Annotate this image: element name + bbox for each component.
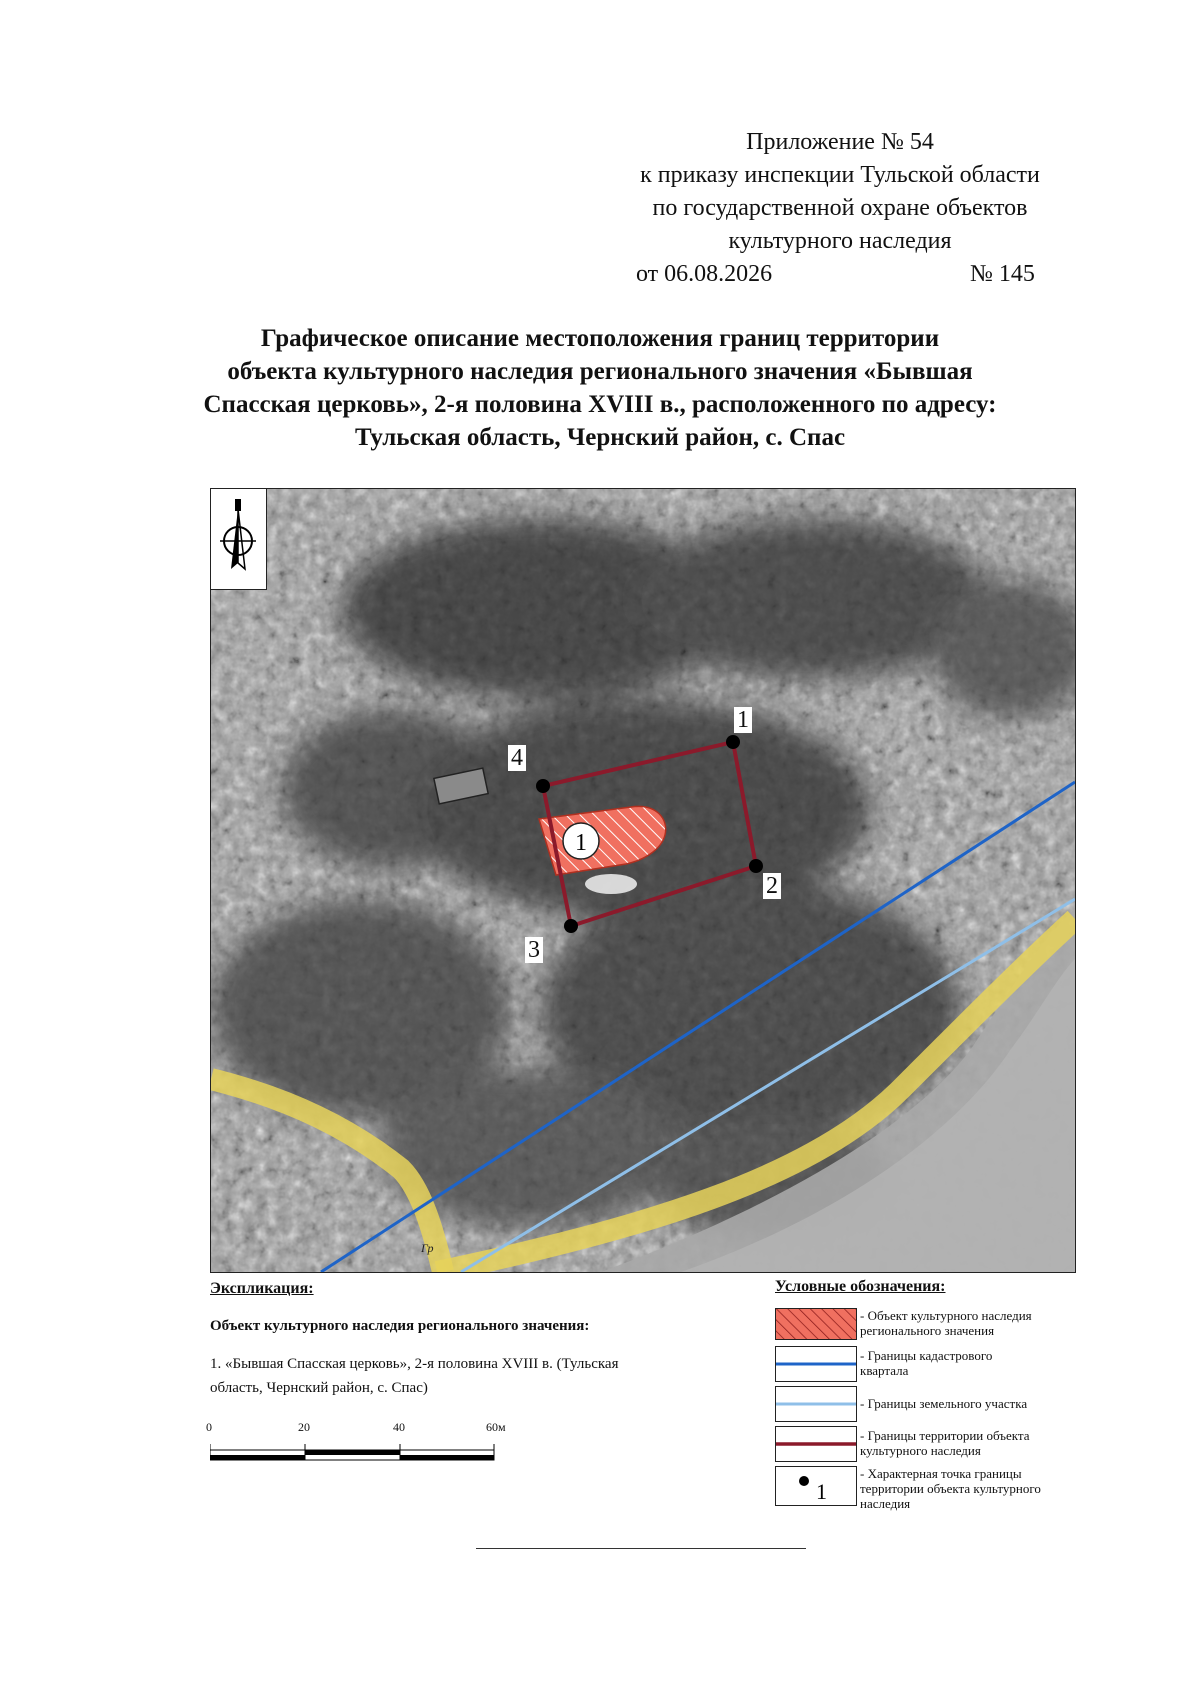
legend-hatch-icon — [776, 1309, 856, 1339]
scale-tick-40: 40 — [393, 1420, 405, 1434]
appendix-line-4: культурного наследия — [728, 228, 952, 254]
explication-subheading: Объект культурного наследия регионального значения: — [210, 1318, 590, 1334]
legend-text-3a: - Границы земельного участка — [860, 1396, 1028, 1411]
legend-text-2a: - Границы кадастрового — [860, 1348, 993, 1363]
legend-text-1b: регионального значения — [860, 1323, 995, 1338]
document-title — [100, 322, 1100, 454]
map-canvas — [211, 489, 1075, 1272]
explication-item — [210, 1352, 730, 1400]
legend-text-4b: культурного наследия — [860, 1443, 981, 1458]
legend-text-4a: - Границы территории объекта — [860, 1428, 1030, 1443]
point-label-2: 2 — [763, 873, 781, 899]
scale-bar-graphic — [210, 1440, 510, 1470]
appendix-line-1: Приложение № 54 — [746, 129, 934, 155]
road-label: Гр — [421, 1241, 434, 1255]
order-date-line — [560, 258, 1120, 291]
legend-text-1a: - Объект культурного наследия — [860, 1308, 1032, 1323]
appendix-header — [560, 126, 1120, 291]
boundary-point-2 — [749, 859, 763, 873]
legend-cadastral-line-icon — [776, 1347, 856, 1381]
appendix-line-3: по государственной охране объектов — [652, 195, 1028, 221]
order-number: № 145 — [970, 261, 1035, 287]
legend-text-5b: территории объекта культурного — [860, 1481, 1041, 1496]
legend-text-5a: - Характерная точка границы — [860, 1466, 1022, 1481]
legend-text-2b: квартала — [860, 1363, 909, 1378]
scale-tick-0: 0 — [206, 1420, 212, 1434]
scale-tick-60: 60м — [486, 1420, 506, 1434]
aerial-map — [210, 488, 1076, 1273]
point-label-3: 3 — [525, 937, 543, 963]
footer-divider — [476, 1548, 806, 1549]
legend-territory-line-icon — [776, 1427, 856, 1461]
order-date: от 06.08.2026 — [636, 261, 773, 287]
boundary-point-1 — [726, 735, 740, 749]
title-line-3: Спасская церковь», 2-я половина XVIII в., расположенного по адресу: — [203, 391, 997, 418]
boundary-point-4 — [536, 779, 550, 793]
legend-heading: Условные обозначения: — [775, 1278, 946, 1295]
scale-tick-20: 20 — [298, 1420, 310, 1434]
north-arrow-panel — [211, 489, 267, 590]
explication-item-line-2: область, Чернский район, с. Спас) — [210, 1380, 428, 1396]
title-line-1: Графическое описание местоположения границ территории — [260, 325, 940, 352]
north-arrow-icon — [211, 489, 266, 589]
legend-point-number: 1 — [816, 1479, 827, 1504]
title-line-2: объекта культурного наследия регионального значения «Бывшая — [227, 358, 973, 385]
object-number: 1 — [575, 830, 587, 856]
explication-heading: Экспликация: — [210, 1280, 314, 1297]
scale-bar — [206, 1420, 526, 1480]
point-label-4: 4 — [508, 745, 526, 771]
title-line-4: Тульская область, Чернский район, с. Спас — [354, 424, 846, 451]
legend-land-plot-line-icon — [776, 1387, 856, 1421]
boundary-point-3 — [564, 919, 578, 933]
legend-point-icon — [776, 1467, 856, 1505]
legend-text-5c: наследия — [860, 1496, 911, 1511]
point-label-1: 1 — [734, 707, 752, 733]
appendix-line-2: к приказу инспекции Тульской области — [640, 162, 1040, 188]
explication-item-line-1: 1. «Бывшая Спасская церковь», 2-я половина XVIII в. (Тульская — [210, 1356, 619, 1372]
